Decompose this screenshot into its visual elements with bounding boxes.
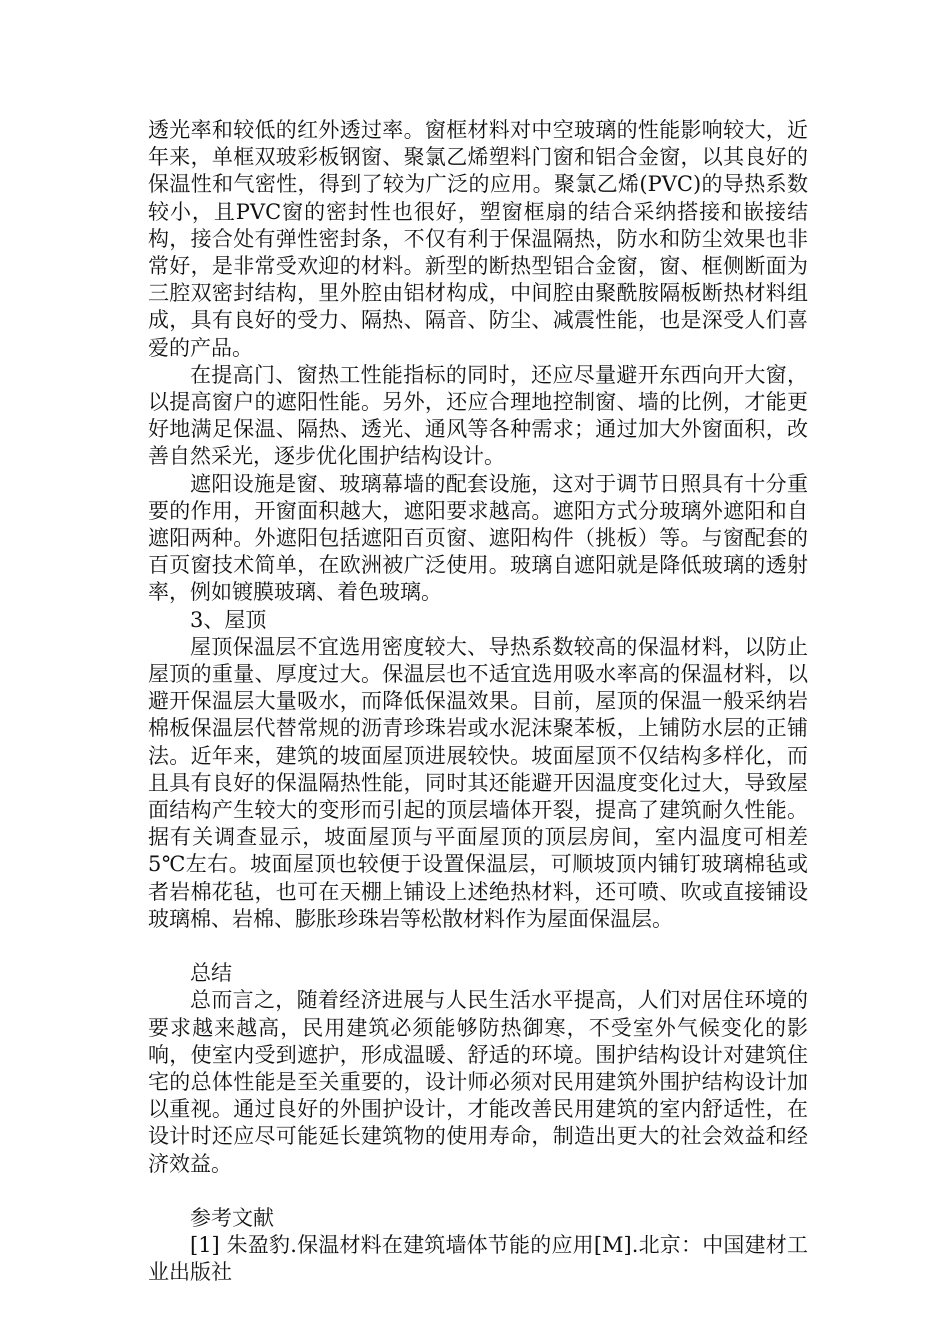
paragraph-window-materials: 透光率和较低的红外透过率。窗框材料对中空玻璃的性能影响较大，近年来，单框双玻彩板钢窗、聚氯乙烯塑料门窗和铝合金窗，以其良好的保温性和气密性，得到了较为广泛的应用。聚氯乙烯(PVC)的导热系数较小，且PVC窗的密封性也很好，塑窗框扇的结合采纳搭接和嵌接结构，接合处有弹性密封条，不仅有利于保温隔热，防水和防尘效果也非常好，是非常受欢迎的材料。新型的断热型铝合金窗，窗、框侧断面为三腔双密封结构，里外腔由铝材构成，中间腔由聚酰胺隔板断热材料组成，具有良好的受力、隔热、隔音、防尘、减震性能，也是深受人们喜爱的产品。: [148, 118, 808, 360]
blank-line: [148, 933, 808, 960]
section-heading-roof: 3、屋顶: [190, 607, 267, 632]
paragraph-window-performance: 在提高门、窗热工性能指标的同时，还应尽量避开东西向开大窗，以提高窗户的遮阳性能。另外，还应合理地控制窗、墙的比例，才能更好地满足保温、隔热、透光、通风等各种需求；通过加大外窗面积，改善自然采光，逐步优化围护结构设计。: [148, 362, 808, 469]
paragraph-shading: 遮阳设施是窗、玻璃幕墙的配套设施，这对于调节日照具有十分重要的作用，开窗面积越大，遮阳要求越高。遮阳方式分玻璃外遮阳和自遮阳两种。外遮阳包括遮阳百页窗、遮阳构件（挑板）等。与窗配套的百页窗技术简单，在欧洲被广泛使用。玻璃自遮阳就是降低玻璃的透射率，例如镀膜玻璃、着色玻璃。: [148, 471, 808, 605]
document-page: [148, 117, 808, 1286]
reference-item: [1] 朱盈豹.保温材料在建筑墙体节能的应用[M].北京：中国建材工业出版社: [148, 1232, 808, 1285]
paragraph-summary: 总而言之，随着经济进展与人民生活水平提高，人们对居住环境的要求越来越高，民用建筑必须能够防热御寒，不受室外气候变化的影响，使室内受到遮护，形成温暖、舒适的环境。围护结构设计对建筑住宅的总体性能是至关重要的，设计师必须对民用建筑外围护结构设计加以重视。通过良好的外围护设计，才能改善民用建筑的室内舒适性，在设计时还应尽可能延长建筑物的使用寿命，制造出更大的社会效益和经济效益。: [148, 988, 808, 1176]
section-heading-summary: 总结: [190, 961, 232, 986]
section-heading-references: 参考文献: [190, 1205, 274, 1230]
paragraph-roof: 屋顶保温层不宜选用密度较大、导热系数较高的保温材料，以防止屋顶的重量、厚度过大。保温层也不适宜选用吸水率高的保温材料，以避开保温层大量吸水，而降低保温效果。目前，屋顶的保温一般采纳岩棉板保温层代替常规的沥青珍珠岩或水泥沫聚苯板，上铺防水层的正铺法。近年来，建筑的坡面屋顶进展较快。坡面屋顶不仅结构多样化，而且具有良好的保温隔热性能，同时其还能避开因温度变化过大，导致屋面结构产生较大的变形而引起的顶层墙体开裂，提高了建筑耐久性能。据有关调查显示，坡面屋顶与平面屋顶的顶层房间，室内温度可相差5℃左右。坡面屋顶也较便于设置保温层，可顺坡顶内铺钉玻璃棉毡或者岩棉花毡，也可在天棚上铺设上述绝热材料，还可喷、吹或直接铺设玻璃棉、岩棉、膨胀珍珠岩等松散材料作为屋面保温层。: [148, 634, 808, 931]
blank-line: [148, 1178, 808, 1205]
